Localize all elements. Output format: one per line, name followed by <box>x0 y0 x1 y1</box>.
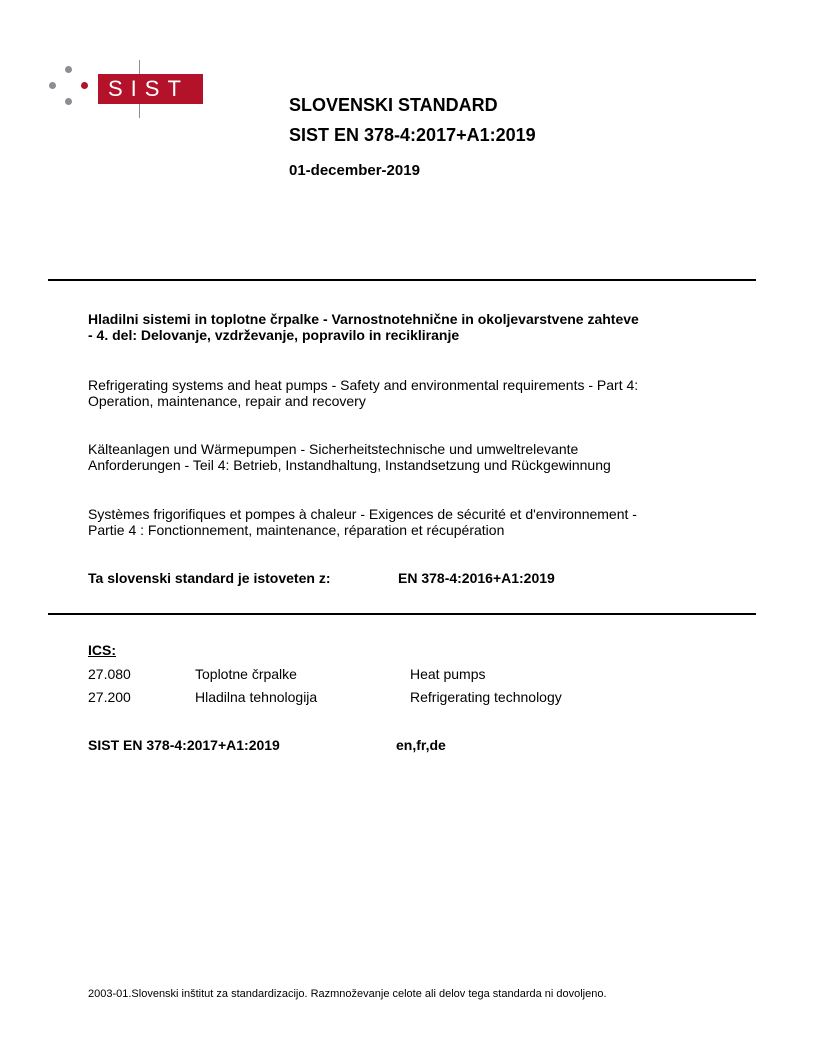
standard-type: SLOVENSKI STANDARD <box>289 95 498 115</box>
ics-sl: Hladilna tehnologija <box>195 689 318 705</box>
title-sl-line2: - 4. del: Delovanje, vzdrževanje, popravilo in recikliranje <box>88 327 460 343</box>
title-english <box>88 377 728 409</box>
title-de-line2: Anforderungen - Teil 4: Betrieb, Instandhaltung, Instandsetzung und Rückgewinnung <box>88 457 611 473</box>
title-fr-line2: Partie 4 : Fonctionnement, maintenance, réparation et récupération <box>88 522 505 538</box>
ics-label: ICS: <box>88 642 116 658</box>
identical-value: EN 378-4:2016+A1:2019 <box>398 570 555 586</box>
sist-logo: SIST <box>98 74 203 104</box>
ics-en: Heat pumps <box>410 666 486 682</box>
table-row <box>88 666 728 684</box>
standard-date: 01-december-2019 <box>289 162 420 179</box>
ics-sl: Toplotne črpalke <box>195 666 297 682</box>
title-en-line1: Refrigerating systems and heat pumps - Safety and environmental requirements - Part 4: <box>88 377 639 393</box>
ics-en: Refrigerating technology <box>410 689 562 705</box>
copyright-footer: 2003-01.Slovenski inštitut za standardizacijo. Razmnoževanje celote ali delov tega standarda ni dovoljeno. <box>88 988 607 1000</box>
title-sl-line1: Hladilni sistemi in toplotne črpalke - Varnostnotehnične in okoljevarstvene zahteve <box>88 311 639 327</box>
standard-number: SIST EN 378-4:2017+A1:2019 <box>289 125 536 145</box>
logo-dots-icon <box>46 66 86 110</box>
divider-bottom <box>48 613 756 615</box>
doc-id-row <box>88 737 728 753</box>
title-en-line2: Operation, maintenance, repair and recovery <box>88 393 366 409</box>
doc-languages: en,fr,de <box>396 737 446 753</box>
identical-label: Ta slovenski standard je istoveten z: <box>88 570 331 586</box>
title-fr-line1: Systèmes frigorifiques et pompes à chaleur - Exigences de sécurité et d'environnement - <box>88 506 637 522</box>
identical-row <box>88 570 728 586</box>
table-row <box>88 689 728 707</box>
ics-code: 27.200 <box>88 689 131 705</box>
doc-id-code: SIST EN 378-4:2017+A1:2019 <box>88 737 280 753</box>
ics-code: 27.080 <box>88 666 131 682</box>
title-french <box>88 506 728 538</box>
title-german <box>88 441 728 473</box>
divider-top <box>48 279 756 281</box>
title-slovenian <box>88 311 728 343</box>
title-de-line1: Kälteanlagen und Wärmepumpen - Sicherheitstechnische und umweltrelevante <box>88 441 579 457</box>
